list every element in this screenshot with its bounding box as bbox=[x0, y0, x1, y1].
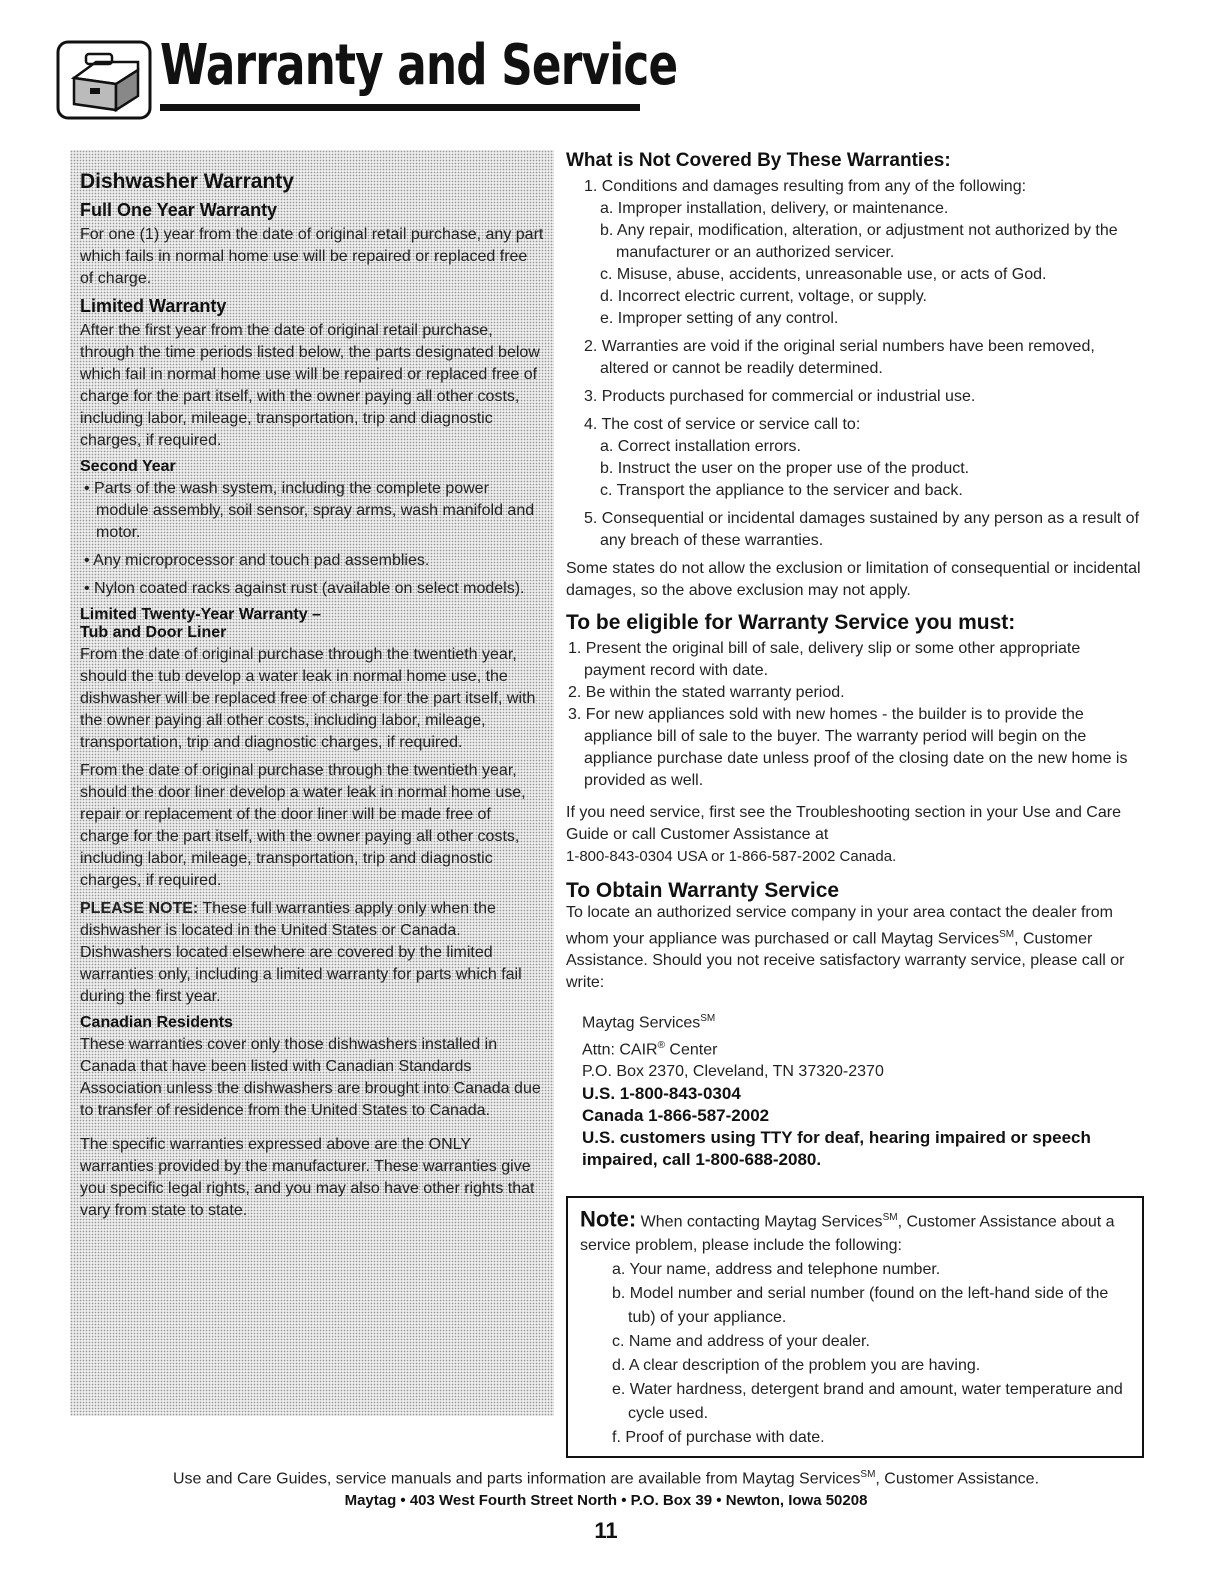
list-item: • Parts of the wash system, including the complete power module assembly, soil sensor, spray arms, wash manifold and motor. bbox=[84, 480, 535, 541]
item-number: 2. bbox=[584, 338, 598, 355]
warranty-heading: Dishwasher Warranty bbox=[80, 170, 294, 193]
list-item: 1. Present the original bill of sale, delivery slip or some other appropriate payment record with date. bbox=[568, 640, 1081, 679]
note-text-b: , Customer Assistance about a service problem, please include the following: bbox=[580, 1213, 1115, 1255]
sub-list bbox=[600, 198, 1146, 330]
page-title: Warranty and Service bbox=[160, 33, 678, 98]
eligible-title: To be eligible for Warranty Service you must: bbox=[566, 611, 1016, 634]
page-number: 11 bbox=[594, 1518, 618, 1544]
please-note-text: These full warranties apply only when the dishwasher is located in the United States or Canada. Dishwashers located elsewhere are covered by the limited warranties only, including a limited warranty for parts which fail during the first year. bbox=[80, 900, 522, 1005]
note-label: Note: bbox=[580, 1206, 637, 1232]
note-intro bbox=[580, 1206, 1132, 1258]
service-text: If you need service, first see the Troubleshooting section in your Use and Care Guide or call Customer Assistance at bbox=[566, 804, 1121, 843]
sub-list bbox=[600, 436, 1146, 502]
sub-item: d. Incorrect electric current, voltage, or supply. bbox=[600, 288, 927, 305]
item-number: 3. bbox=[584, 388, 598, 405]
not-covered-title: What is Not Covered By These Warranties: bbox=[566, 150, 951, 171]
right-column bbox=[566, 150, 1146, 1171]
note-list bbox=[612, 1258, 1132, 1450]
tty-phone: U.S. customers using TTY for deaf, hearing impaired or speech impaired, call 1-800-688-2080. bbox=[582, 1127, 1091, 1169]
second-year-list bbox=[80, 478, 544, 600]
footer-text-b: , Customer Assistance. bbox=[875, 1470, 1040, 1488]
service-phones: 1-800-843-0304 USA or 1-866-587-2002 Canada. bbox=[566, 848, 897, 865]
item-text: Conditions and damages resulting from any of the following: bbox=[601, 178, 1027, 195]
mailing-address bbox=[582, 1008, 1146, 1171]
page-footer bbox=[0, 1464, 1212, 1544]
item-number: 1. bbox=[584, 178, 598, 195]
address-name: Maytag Services bbox=[582, 1014, 701, 1032]
item-number: 5. bbox=[584, 510, 598, 527]
list-item: d. A clear description of the problem you are having. bbox=[612, 1357, 981, 1375]
sub-item: c. Misuse, abuse, accidents, unreasonable use, or acts of God. bbox=[600, 266, 1047, 283]
footer-line1 bbox=[0, 1464, 1212, 1490]
canadian-residents-text: These warranties cover only those dishwashers installed in Canada that have been listed with Canadian Standards Association unless the dishwashers are brought into Canada due to transfer of residence from the United States to Canada. bbox=[80, 1036, 541, 1119]
closing-text: The specific warranties expressed above are the ONLY warranties provided by the manufacturer. These warranties give you specific legal rights, and you may also have other rights that vary from state to state. bbox=[80, 1136, 535, 1219]
list-item: e. Water hardness, detergent brand and amount, water temperature and cycle used. bbox=[612, 1381, 1123, 1423]
item-text: Products purchased for commercial or industrial use. bbox=[601, 388, 976, 405]
page-header bbox=[56, 28, 678, 120]
not-covered-list bbox=[566, 176, 1146, 552]
list-item bbox=[566, 176, 1146, 330]
title-underline bbox=[160, 104, 640, 111]
address-attn: Attn: CAIR bbox=[582, 1040, 658, 1058]
service-mark: SM bbox=[999, 929, 1015, 940]
footer-text-a: Use and Care Guides, service manuals and parts information are available from Maytag Services bbox=[172, 1470, 861, 1488]
twenty-year-title-line1: Limited Twenty-Year Warranty – bbox=[80, 606, 321, 623]
limited-warranty-title: Limited Warranty bbox=[80, 296, 227, 316]
twenty-year-text-tub: From the date of original purchase through the twentieth year, should the tub develop a water leak in normal home use, the dishwasher will be replaced free of charge for the part itself, with the owner paying all other costs, including labor, mileage, transportation, trip and diagnostic charges, if required. bbox=[80, 646, 536, 751]
canadian-residents-title: Canadian Residents bbox=[80, 1014, 233, 1031]
full-one-year-text: For one (1) year from the date of original retail purchase, any part which fails in normal home use will be repaired or replaced free of charge. bbox=[80, 226, 544, 287]
service-mark: SM bbox=[882, 1212, 898, 1223]
sub-item: b. Any repair, modification, alteration, or adjustment not authorized by the manufacturer or an authorized servicer. bbox=[600, 222, 1118, 261]
list-item bbox=[566, 508, 1146, 552]
eligible-list bbox=[566, 638, 1146, 792]
second-year-title: Second Year bbox=[80, 458, 176, 475]
twenty-year-text-door: From the date of original purchase through the twentieth year, should the door liner develop a water leak in normal home use, repair or replacement of the door liner will be made free of charge for the part itself, with the owner paying all other costs, including labor, mileage, transportation, trip and diagnostic charges, if required. bbox=[80, 762, 526, 889]
list-item: 2. Be within the stated warranty period. bbox=[568, 684, 845, 701]
address-line3: P.O. Box 2370, Cleveland, TN 37320-2370 bbox=[582, 1062, 884, 1080]
please-note-paragraph bbox=[80, 898, 544, 1008]
service-mark: SM bbox=[860, 1469, 876, 1480]
twenty-year-title bbox=[80, 606, 544, 642]
dishwasher-warranty-panel bbox=[70, 150, 554, 1416]
obtain-text-a: To locate an authorized service company in your area contact the dealer from whom your appliance was purchased or call Maytag Services bbox=[566, 904, 1113, 948]
obtain-title: To Obtain Warranty Service bbox=[566, 879, 840, 902]
note-text-a: When contacting Maytag Services bbox=[636, 1213, 883, 1231]
toolbox-icon bbox=[56, 40, 152, 120]
address-line2 bbox=[582, 1035, 1146, 1061]
list-item: 3. For new appliances sold with new homes - the builder is to provide the appliance bill of sale to the buyer. The warranty period will begin on the appliance purchase date unless proof of the closing date on the new home is provided as well. bbox=[568, 706, 1128, 789]
list-item: a. Your name, address and telephone number. bbox=[612, 1261, 941, 1279]
canada-phone: Canada 1-866-587-2002 bbox=[582, 1105, 770, 1125]
list-item bbox=[566, 414, 1146, 502]
item-number: 4. bbox=[584, 416, 598, 433]
item-text: The cost of service or service call to: bbox=[601, 416, 861, 433]
sub-item: a. Correct installation errors. bbox=[600, 438, 801, 455]
address-line1 bbox=[582, 1008, 1146, 1034]
item-text: Consequential or incidental damages sustained by any person as a result of any breach of these warranties. bbox=[600, 510, 1140, 549]
registered-mark: ® bbox=[657, 1039, 665, 1051]
footer-address: Maytag • 403 West Fourth Street North • P.O. Box 39 • Newton, Iowa 50208 bbox=[344, 1492, 868, 1510]
note-box bbox=[566, 1196, 1144, 1458]
obtain-text-b: , Customer Assistance. Should you not receive satisfactory warranty service, please call or write: bbox=[566, 930, 1125, 992]
sub-item: a. Improper installation, delivery, or maintenance. bbox=[600, 200, 949, 217]
obtain-text bbox=[566, 902, 1146, 994]
sub-item: b. Instruct the user on the proper use of the product. bbox=[600, 460, 970, 477]
full-one-year-title: Full One Year Warranty bbox=[80, 200, 278, 220]
list-item: c. Name and address of your dealer. bbox=[612, 1333, 870, 1351]
item-text: Warranties are void if the original serial numbers have been removed, altered or cannot be readily determined. bbox=[600, 338, 1095, 377]
sub-item: c. Transport the appliance to the servicer and back. bbox=[600, 482, 963, 499]
service-mark: SM bbox=[700, 1013, 716, 1025]
list-item: • Any microprocessor and touch pad assemblies. bbox=[84, 552, 430, 569]
us-phone: U.S. 1-800-843-0304 bbox=[582, 1083, 741, 1103]
list-item bbox=[566, 386, 1146, 408]
list-item: • Nylon coated racks against rust (available on select models). bbox=[84, 580, 525, 597]
service-paragraph bbox=[566, 802, 1146, 868]
list-item bbox=[566, 336, 1146, 380]
sub-item: e. Improper setting of any control. bbox=[600, 310, 839, 327]
please-note-label: PLEASE NOTE: bbox=[80, 900, 199, 917]
list-item: f. Proof of purchase with date. bbox=[612, 1429, 825, 1447]
list-item: b. Model number and serial number (found on the left-hand side of the tub) of your appliance. bbox=[612, 1285, 1109, 1327]
limited-warranty-text: After the first year from the date of original retail purchase, through the time periods listed below, the parts designated below which fail in normal home use will be repaired or replaced free of charge for the part itself, with the owner paying all other costs, including labor, mileage, transportation, trip and diagnostic charges, if required. bbox=[80, 322, 540, 449]
address-center: Center bbox=[664, 1040, 718, 1058]
not-covered-footer: Some states do not allow the exclusion or limitation of consequential or incidental damages, so the above exclusion may not apply. bbox=[566, 560, 1141, 599]
twenty-year-title-line2: Tub and Door Liner bbox=[80, 624, 227, 641]
